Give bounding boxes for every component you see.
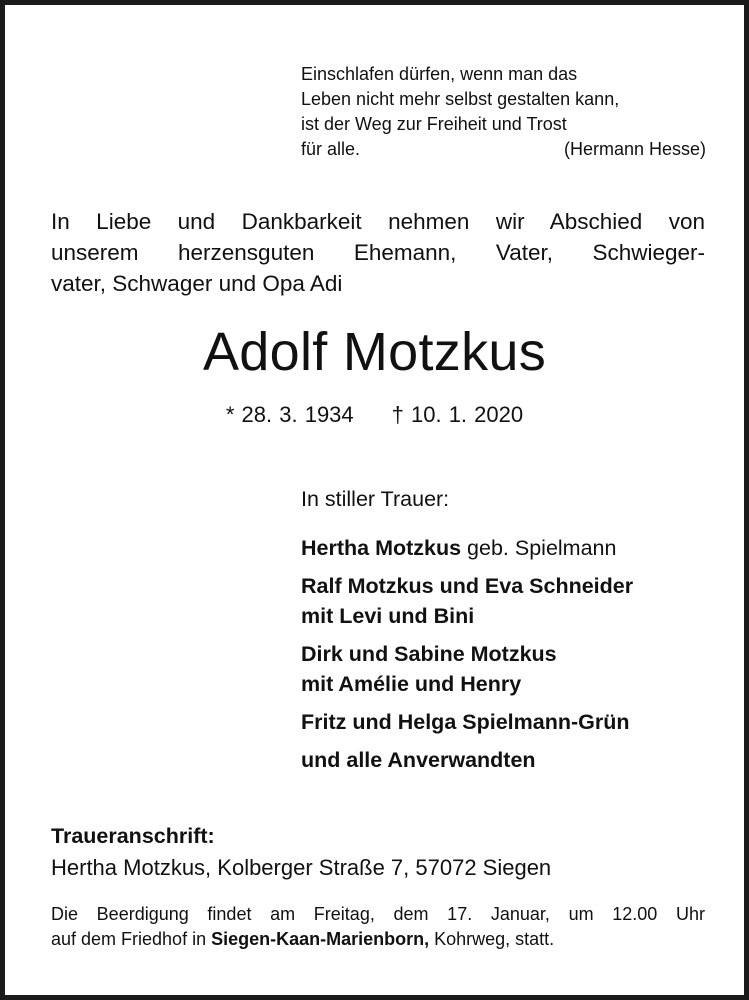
mourner-name: Ralf Motzkus und Eva Schneider bbox=[301, 574, 634, 598]
mourner-name: Dirk und Sabine Motzkus bbox=[301, 642, 557, 666]
mourner-name: mit Amélie und Henry bbox=[301, 672, 522, 696]
intro-line: In Liebe und Dankbarkeit nehmen wir Abschied von bbox=[51, 209, 705, 234]
intro-line: unserem herzensguten Ehemann, Vater, Schwieger- bbox=[51, 240, 705, 265]
hesse-quote bbox=[301, 62, 706, 162]
funeral-text: Kohrweg, statt. bbox=[429, 929, 555, 949]
quote-line: Einschlafen dürfen, wenn man das bbox=[301, 64, 578, 84]
mourner-entry bbox=[301, 745, 721, 775]
mourner-name: Hertha Motzkus bbox=[301, 536, 462, 560]
mourner-name: mit Levi und Bini bbox=[301, 604, 475, 628]
mourning-heading: In stiller Trauer: bbox=[301, 487, 450, 511]
address-label: Traueranschrift: bbox=[51, 824, 215, 848]
quote-line: ist der Weg zur Freiheit und Trost bbox=[301, 114, 567, 134]
quote-last-line bbox=[301, 137, 706, 162]
deceased-name: Adolf Motzkus bbox=[202, 322, 547, 382]
funeral-notice bbox=[51, 902, 705, 952]
mourning-address: Hertha Motzkus, Kolberger Straße 7, 57072 Siegen bbox=[51, 855, 552, 880]
quote-line: für alle. bbox=[301, 139, 361, 159]
funeral-text: auf dem Friedhof in bbox=[51, 929, 212, 949]
mourner-note: geb. Spielmann bbox=[461, 536, 617, 560]
mourner-entry bbox=[301, 707, 721, 737]
mourner-entry bbox=[301, 571, 721, 631]
quote-author: (Hermann Hesse) bbox=[563, 139, 706, 159]
mourner-entry bbox=[301, 639, 721, 699]
mourner-name: und alle Anverwandten bbox=[301, 748, 536, 772]
birth-date: * 28. 3. 1934 bbox=[225, 402, 354, 427]
intro-line: vater, Schwager und Opa Adi bbox=[51, 271, 343, 296]
funeral-line: Die Beerdigung findet am Freitag, dem 17. Januar, um 12.00 Uhr bbox=[51, 904, 705, 924]
cemetery-name: Siegen-Kaan-Marienborn, bbox=[211, 929, 430, 949]
funeral-line bbox=[51, 927, 705, 952]
quote-line: Leben nicht mehr selbst gestalten kann, bbox=[301, 89, 620, 109]
mourner-name: Fritz und Helga Spielmann-Grün bbox=[301, 710, 630, 734]
farewell-intro bbox=[51, 206, 705, 299]
death-date: † 10. 1. 2020 bbox=[391, 402, 524, 427]
life-dates bbox=[5, 401, 744, 429]
mourners-list bbox=[301, 533, 721, 783]
mourner-entry bbox=[301, 533, 721, 563]
